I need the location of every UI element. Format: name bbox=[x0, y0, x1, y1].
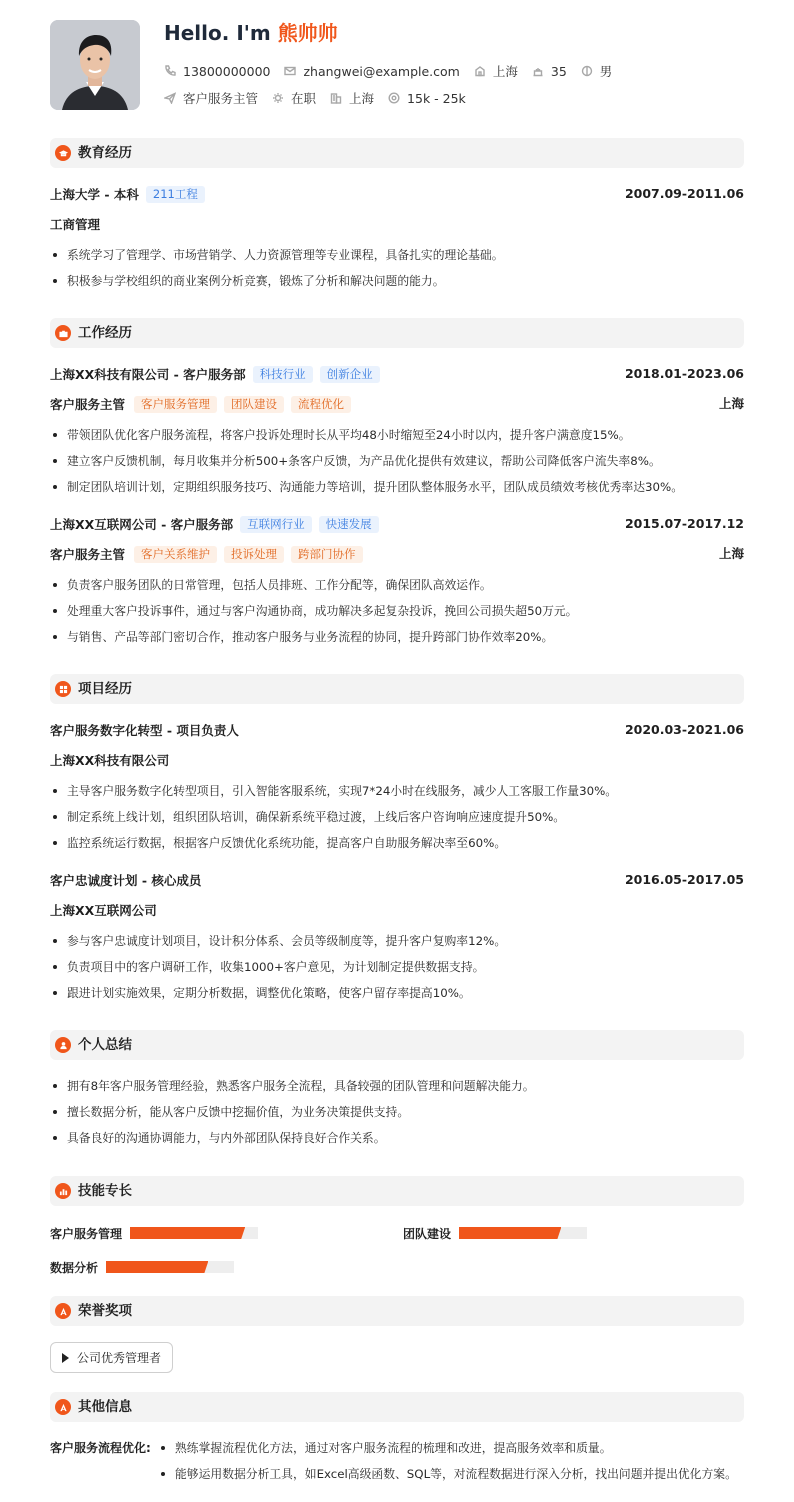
age-icon bbox=[532, 65, 544, 77]
list-item: 具备良好的沟通协调能力，与内外部团队保持良好合作关系。 bbox=[50, 1129, 750, 1147]
building-icon bbox=[330, 92, 342, 104]
list-item: 建立客户反馈机制，每月收集并分析500+条客户反馈，为产品优化提供有效建议，帮助公司降低客户流失率8%。 bbox=[50, 452, 750, 470]
section-title: 荣誉奖项 bbox=[78, 1303, 132, 1319]
list-item: 能够运用数据分析工具，如Excel高级函数、SQL等，对流程数据进行深入分析，找出问题并提出优化方案。 bbox=[158, 1464, 737, 1484]
education-header bbox=[50, 184, 744, 204]
project-company bbox=[50, 750, 744, 770]
section-title: 技能专长 bbox=[78, 1183, 132, 1199]
award-label: 公司优秀管理者 bbox=[77, 1351, 162, 1365]
list-item: 系统学习了管理学、市场营销学、人力资源管理等专业课程，具备扎实的理论基础。 bbox=[50, 246, 750, 264]
list-item: 积极参与学校组织的商业案例分析竞赛，锻炼了分析和解决问题的能力。 bbox=[50, 272, 750, 290]
list-item: 制定系统上线计划，组织团队培训，确保新系统平稳过渡，上线后客户咨询响应速度提升50%。 bbox=[50, 808, 750, 826]
project-company-name: 上海XX科技有限公司 bbox=[50, 753, 170, 768]
project-company-name: 上海XX互联网公司 bbox=[50, 903, 157, 918]
role-name: 客户服务主管 bbox=[50, 547, 126, 562]
position-text: 客户服务主管 bbox=[183, 91, 259, 106]
section-skills bbox=[50, 1176, 744, 1206]
role-name: 客户服务主管 bbox=[50, 397, 126, 412]
skill-tag: 客户服务管理 bbox=[134, 396, 217, 413]
work-date: 2015.07-2017.12 bbox=[624, 516, 744, 531]
project-icon bbox=[55, 681, 71, 697]
gender-text: 男 bbox=[599, 64, 613, 79]
status-text: 在职 bbox=[291, 91, 317, 106]
work-city: 上海 bbox=[718, 396, 744, 411]
mail-icon bbox=[284, 65, 296, 77]
list-item: 处理重大客户投诉事件，通过与客户沟通协商，成功解决多起复杂投诉，挽回公司损失超50万元。 bbox=[50, 602, 750, 620]
company-name: 上海XX科技有限公司 - 客户服务部 bbox=[50, 367, 246, 382]
city-text: 上海 bbox=[492, 64, 518, 79]
skill-bar-fill bbox=[459, 1227, 561, 1239]
education-major bbox=[50, 214, 744, 234]
school-name: 上海大学 - 本科 bbox=[50, 187, 139, 202]
project-title: 客户服务数字化转型 - 项目负责人 bbox=[50, 723, 239, 738]
project-title: 客户忠诚度计划 - 核心成员 bbox=[50, 873, 202, 888]
phone-icon bbox=[164, 65, 176, 77]
section-summary bbox=[50, 1030, 744, 1060]
salary-text: 15k - 25k bbox=[407, 90, 466, 106]
list-item: 负责项目中的客户调研工作，收集1000+客户意见，为计划制定提供数据支持。 bbox=[50, 958, 750, 976]
section-title: 教育经历 bbox=[78, 145, 132, 161]
skill-name: 团队建设 bbox=[403, 1226, 452, 1241]
section-title: 个人总结 bbox=[78, 1037, 132, 1053]
company-tag: 互联网行业 bbox=[240, 516, 312, 533]
skill-bar-fill bbox=[106, 1261, 208, 1273]
skill-bar bbox=[459, 1227, 587, 1239]
avatar bbox=[50, 20, 140, 110]
major-name: 工商管理 bbox=[50, 217, 101, 232]
work-role bbox=[50, 394, 744, 414]
company-tag: 快速发展 bbox=[319, 516, 379, 533]
work-city: 上海 bbox=[718, 546, 744, 561]
section-other bbox=[50, 1392, 744, 1422]
phone-text: 13800000000 bbox=[183, 63, 271, 79]
info-icon bbox=[55, 1399, 71, 1415]
email-text: zhangwei@example.com bbox=[303, 63, 460, 79]
candidate-name: 熊帅帅 bbox=[277, 21, 338, 45]
salary-icon bbox=[388, 92, 400, 104]
skill-tag: 客户关系维护 bbox=[134, 546, 217, 563]
list-item: 与销售、产品等部门密切合作，推动客户服务与业务流程的协同，提升跨部门协作效率20%。 bbox=[50, 628, 750, 646]
job-row bbox=[164, 89, 480, 107]
section-education bbox=[50, 138, 744, 168]
award-icon bbox=[55, 1303, 71, 1319]
section-honors bbox=[50, 1296, 744, 1326]
skill-bar bbox=[130, 1227, 258, 1239]
briefcase-icon bbox=[55, 325, 71, 341]
gender-icon bbox=[581, 65, 593, 77]
project-header bbox=[50, 870, 744, 890]
project-date: 2020.03-2021.06 bbox=[624, 722, 744, 737]
work-city-text: 上海 bbox=[349, 91, 375, 106]
work-date: 2018.01-2023.06 bbox=[624, 366, 744, 381]
company-tag: 创新企业 bbox=[320, 366, 380, 383]
work-role bbox=[50, 544, 744, 564]
project-company bbox=[50, 900, 744, 920]
skill-tag: 跨部门协作 bbox=[291, 546, 363, 563]
skill-bar-fill bbox=[130, 1227, 245, 1239]
skill-tag: 流程优化 bbox=[291, 396, 351, 413]
skill-name: 数据分析 bbox=[50, 1260, 99, 1275]
age-text: 35 bbox=[550, 63, 567, 79]
person-icon bbox=[55, 1037, 71, 1053]
work-header bbox=[50, 364, 744, 384]
list-item: 监控系统运行数据，根据客户反馈优化系统功能，提高客户自助服务解决率至60%。 bbox=[50, 834, 750, 852]
section-title: 工作经历 bbox=[78, 325, 132, 341]
skill-tag: 团队建设 bbox=[224, 396, 284, 413]
avatar-photo-icon bbox=[50, 20, 140, 110]
list-item: 负责客户服务团队的日常管理，包括人员排班、工作分配等，确保团队高效运作。 bbox=[50, 576, 750, 594]
company-name: 上海XX互联网公司 - 客户服务部 bbox=[50, 517, 234, 532]
list-item: 带领团队优化客户服务流程，将客户投诉处理时长从平均48小时缩短至24小时以内，提升客户满意度15%。 bbox=[50, 426, 750, 444]
status-icon bbox=[272, 92, 284, 104]
list-item: 制定团队培训计划，定期组织服务技巧、沟通能力等培训，提升团队整体服务水平，团队成员绩效考核优秀率达30%。 bbox=[50, 478, 750, 496]
play-icon bbox=[62, 1353, 69, 1363]
list-item: 拥有8年客户服务管理经验，熟悉客户服务全流程，具备较强的团队管理和问题解决能力。 bbox=[50, 1077, 750, 1095]
list-item: 擅长数据分析，能从客户反馈中挖掘价值，为业务决策提供支持。 bbox=[50, 1103, 750, 1121]
school-tag: 211工程 bbox=[146, 186, 205, 203]
section-project bbox=[50, 674, 744, 704]
project-header bbox=[50, 720, 744, 740]
project-date: 2016.05-2017.05 bbox=[624, 872, 744, 887]
education-date: 2007.09-2011.06 bbox=[624, 186, 744, 201]
list-item: 参与客户忠诚度计划项目，设计积分体系、会员等级制度等，提升客户复购率12%。 bbox=[50, 932, 750, 950]
contact-row bbox=[164, 62, 626, 80]
work-header bbox=[50, 514, 744, 534]
location-icon bbox=[474, 65, 486, 77]
company-tag: 科技行业 bbox=[253, 366, 313, 383]
education-icon bbox=[55, 145, 71, 161]
resume-header bbox=[50, 20, 744, 110]
list-item: 跟进计划实施效果，定期分析数据，调整优化策略，使客户留存率提高10%。 bbox=[50, 984, 750, 1002]
skill-name: 客户服务管理 bbox=[50, 1226, 123, 1241]
list-item: 主导客户服务数字化转型项目，引入智能客服系统，实现7*24小时在线服务，减少人工客服工作量30%。 bbox=[50, 782, 750, 800]
chart-icon bbox=[55, 1183, 71, 1199]
list-item: 熟练掌握流程优化方法，通过对客户服务流程的梳理和改进，提高服务效率和质量。 bbox=[158, 1438, 612, 1458]
greeting-title bbox=[164, 20, 338, 46]
section-work bbox=[50, 318, 744, 348]
skill-tag: 投诉处理 bbox=[224, 546, 284, 563]
greeting-prefix: Hello. I'm bbox=[164, 21, 271, 45]
section-title: 其他信息 bbox=[78, 1399, 132, 1415]
skill-bar bbox=[106, 1261, 234, 1273]
award-item[interactable] bbox=[50, 1342, 173, 1373]
section-title: 项目经历 bbox=[78, 681, 132, 697]
other-label: 客户服务流程优化: bbox=[50, 1441, 151, 1455]
send-icon bbox=[164, 92, 176, 104]
